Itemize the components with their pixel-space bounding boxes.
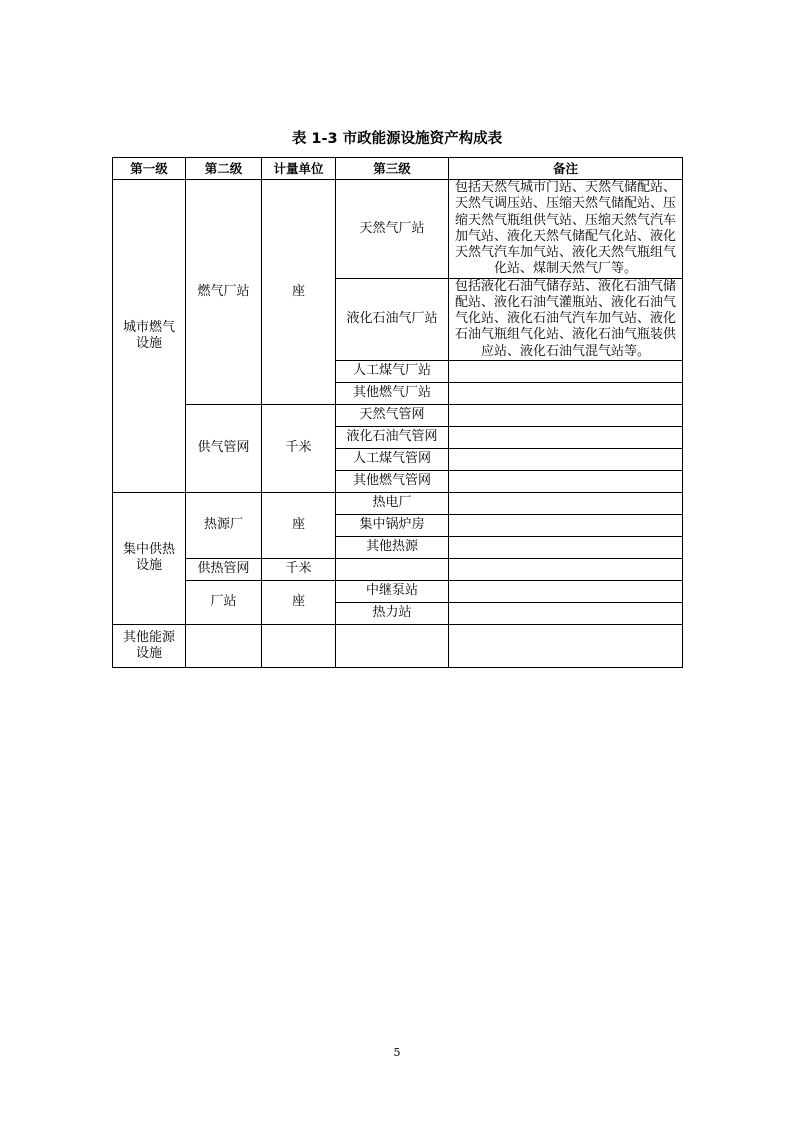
header-row (113, 158, 683, 180)
level3-empty (336, 624, 449, 667)
header-level1: 第一级 (113, 158, 186, 180)
note-empty (449, 470, 683, 492)
level3-heat-station-item: 热力站 (336, 602, 449, 624)
level3-gas-network-item: 液化石油气管网 (336, 426, 449, 448)
level3-gas-network-item: 其他燃气管网 (336, 470, 449, 492)
note-empty (449, 426, 683, 448)
note-empty (449, 448, 683, 470)
unit-heat-network: 千米 (262, 558, 336, 580)
note-empty (449, 404, 683, 426)
level3-natural-gas: 天然气厂站 (336, 180, 449, 279)
level2-empty (186, 624, 262, 667)
note-empty (449, 492, 683, 514)
note-lpg: 包括液化石油气储存站、液化石油气储配站、液化石油气灌瓶站、液化石油气气化站、液化石油气汽车加气站、液化石油气瓶组气化站、液化石油气瓶装供应站、液化石油气混气站等。 (449, 278, 683, 360)
level3-gas-network-item: 天然气管网 (336, 404, 449, 426)
table-row (113, 492, 683, 514)
unit-empty (262, 624, 336, 667)
table-caption: 表 1-3 市政能源设施资产构成表 (291, 131, 503, 147)
level3-artificial-gas: 人工煤气厂站 (336, 360, 449, 382)
level1-other: 其他能源 设施 (113, 624, 186, 667)
table-row (113, 404, 683, 426)
header-level2: 第二级 (186, 158, 262, 180)
page-number: 5 (393, 1046, 401, 1059)
note-empty (449, 382, 683, 404)
unit-gas-network: 千米 (262, 404, 336, 492)
level2-heat-station: 厂站 (186, 580, 262, 624)
level2-heat-source: 热源厂 (186, 492, 262, 558)
table-row (113, 180, 683, 279)
unit-heat-source: 座 (262, 492, 336, 558)
note-empty (449, 536, 683, 558)
energy-assets-table (112, 157, 683, 668)
level3-gas-network-item: 人工煤气管网 (336, 448, 449, 470)
level3-heat-source-item: 集中锅炉房 (336, 514, 449, 536)
header-unit: 计量单位 (262, 158, 336, 180)
level3-lpg: 液化石油气厂站 (336, 278, 449, 360)
level1-heating: 集中供热 设施 (113, 492, 186, 624)
table-row (113, 624, 683, 667)
level3-heat-source-item: 其他热源 (336, 536, 449, 558)
note-empty (449, 624, 683, 667)
note-natural-gas: 包括天然气城市门站、天然气储配站、天然气调压站、压缩天然气储配站、压缩天然气瓶组供气站、压缩天然气汽车加气站、液化天然气储配气化站、液化天然气汽车加气站、液化天然气瓶组气化站、煤制天然气厂等。 (449, 180, 683, 279)
header-note: 备注 (449, 158, 683, 180)
level2-gas-network: 供气管网 (186, 404, 262, 492)
level3-heat-source-item: 热电厂 (336, 492, 449, 514)
note-empty (449, 360, 683, 382)
note-empty (449, 514, 683, 536)
level1-gas: 城市燃气 设施 (113, 180, 186, 493)
unit-gas-plants: 座 (262, 180, 336, 405)
level3-heat-station-item: 中继泵站 (336, 580, 449, 602)
note-empty (449, 602, 683, 624)
level2-gas-plants: 燃气厂站 (186, 180, 262, 405)
note-empty (449, 580, 683, 602)
level3-other-gas: 其他燃气厂站 (336, 382, 449, 404)
table-row (113, 580, 683, 602)
header-level3: 第三级 (336, 158, 449, 180)
note-empty (449, 558, 683, 580)
unit-heat-station: 座 (262, 580, 336, 624)
level2-heat-network: 供热管网 (186, 558, 262, 580)
level3-empty (336, 558, 449, 580)
table-row (113, 558, 683, 580)
